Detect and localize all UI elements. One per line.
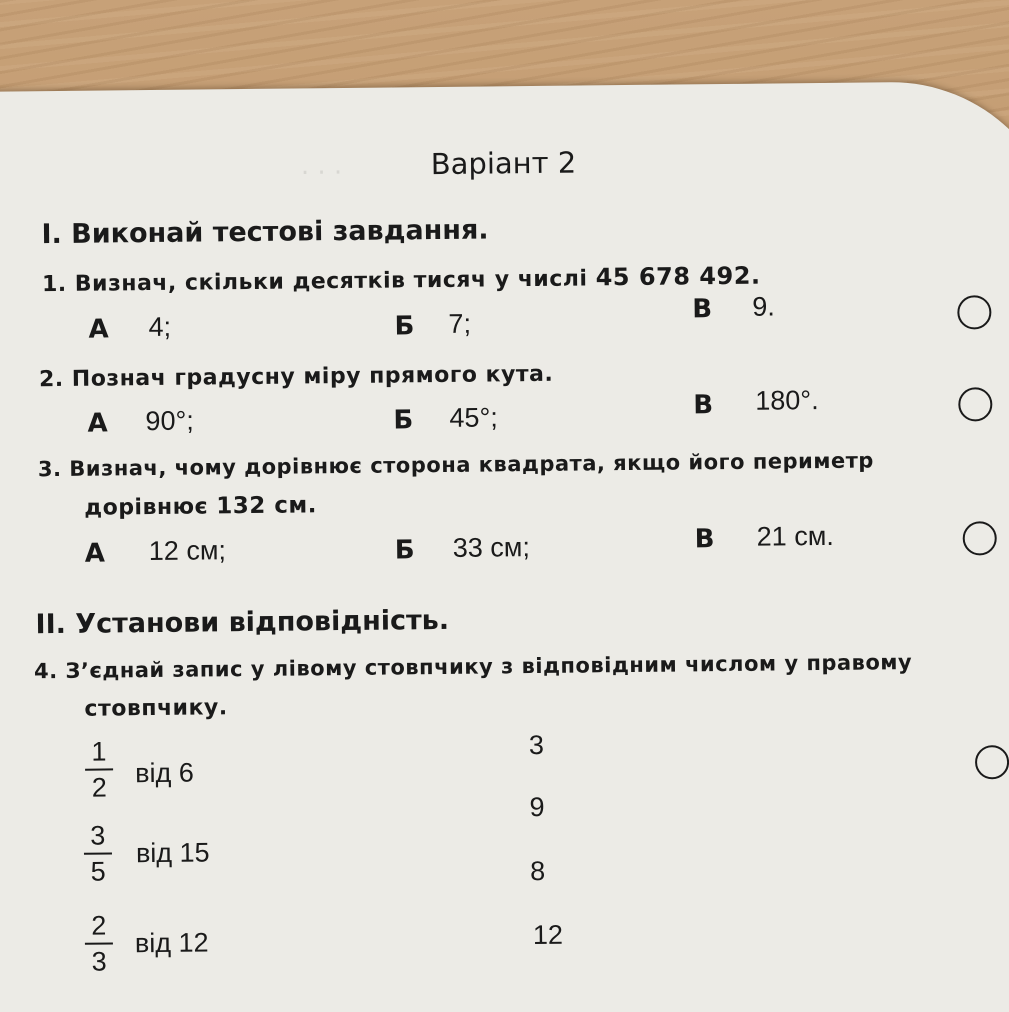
- q3-option-c-letter: В: [694, 524, 715, 555]
- q2-option-b-value: 45°;: [449, 402, 498, 433]
- fraction-1-bar: [85, 768, 113, 770]
- question-3-line-2-text: дорівнює: [84, 494, 209, 521]
- fraction-2-denominator: 5: [90, 856, 106, 887]
- question-1-prompt: 1. Визнач, скільки десятків тисяч у числі: [41, 266, 588, 298]
- q2-option-a-letter: А: [87, 408, 108, 439]
- q1-answer-circle[interactable]: [957, 295, 991, 329]
- question-3-perimeter: 132 см.: [216, 492, 318, 520]
- q2-option-a-value: 90°;: [145, 405, 194, 437]
- fraction-3-denominator: 3: [91, 946, 107, 977]
- q3-option-a-value: 12 см;: [148, 535, 227, 567]
- section-2-heading: II. Установи відповідність.: [35, 604, 450, 641]
- q1-option-c-letter: В: [692, 294, 713, 325]
- q2-answer-circle[interactable]: [958, 387, 992, 421]
- q3-option-b-value: 33 см;: [452, 532, 531, 563]
- q1-option-a-value: 4;: [148, 311, 172, 343]
- q3-option-c-value: 21 см.: [756, 520, 834, 552]
- page-title: Варіант 2: [430, 145, 577, 182]
- right-number-2: 9: [529, 791, 545, 823]
- fraction-3-numerator: 2: [91, 910, 107, 941]
- q1-option-a-letter: А: [88, 314, 109, 345]
- bleed-through-text: · · ·: [300, 158, 343, 189]
- q2-option-b-letter: Б: [393, 405, 414, 436]
- q2-option-c-value: 180°.: [755, 385, 819, 416]
- question-1-number: 45 678 492.: [595, 261, 761, 292]
- fraction-2: [84, 820, 113, 886]
- section-1-heading: I. Виконай тестові завдання.: [41, 214, 489, 251]
- question-1-text: [42, 262, 761, 298]
- question-3-line-2: [84, 492, 317, 520]
- fraction-1-denominator: 2: [91, 772, 107, 803]
- question-3-line-1: 3. Визнач, чому дорівнює сторона квадрата, якщо його периметр: [37, 448, 875, 482]
- q3-option-b-letter: Б: [394, 535, 415, 566]
- right-number-3: 8: [530, 855, 546, 887]
- q4-answer-circle[interactable]: [975, 745, 1009, 779]
- fraction-3-of-text: від 12: [134, 927, 209, 959]
- fraction-3-bar: [85, 942, 113, 944]
- question-4-line-1: 4. З’єднай запис у лівому стовпчику з відповідним числом у правому: [33, 650, 913, 684]
- fraction-1-of-text: від 6: [134, 757, 194, 789]
- q1-option-c-value: 9.: [752, 291, 775, 322]
- q3-option-a-letter: А: [84, 538, 106, 569]
- q2-option-c-letter: В: [693, 390, 714, 421]
- fraction-2-of-text: від 15: [135, 837, 210, 869]
- right-number-4: 12: [532, 919, 564, 951]
- question-4-line-2: стовпчику.: [84, 695, 228, 722]
- fraction-1-numerator: 1: [91, 736, 107, 767]
- workbook-page: [0, 80, 1009, 1012]
- q3-answer-circle[interactable]: [963, 521, 997, 555]
- q1-option-b-value: 7;: [448, 308, 472, 339]
- question-2-text: 2. Познач градусну міру прямого кута.: [38, 361, 554, 393]
- fraction-3: [85, 910, 114, 976]
- fraction-1: [85, 736, 114, 802]
- fraction-2-bar: [84, 852, 112, 854]
- right-number-1: 3: [528, 729, 545, 761]
- fraction-2-numerator: 3: [90, 820, 106, 851]
- q1-option-b-letter: Б: [394, 311, 415, 342]
